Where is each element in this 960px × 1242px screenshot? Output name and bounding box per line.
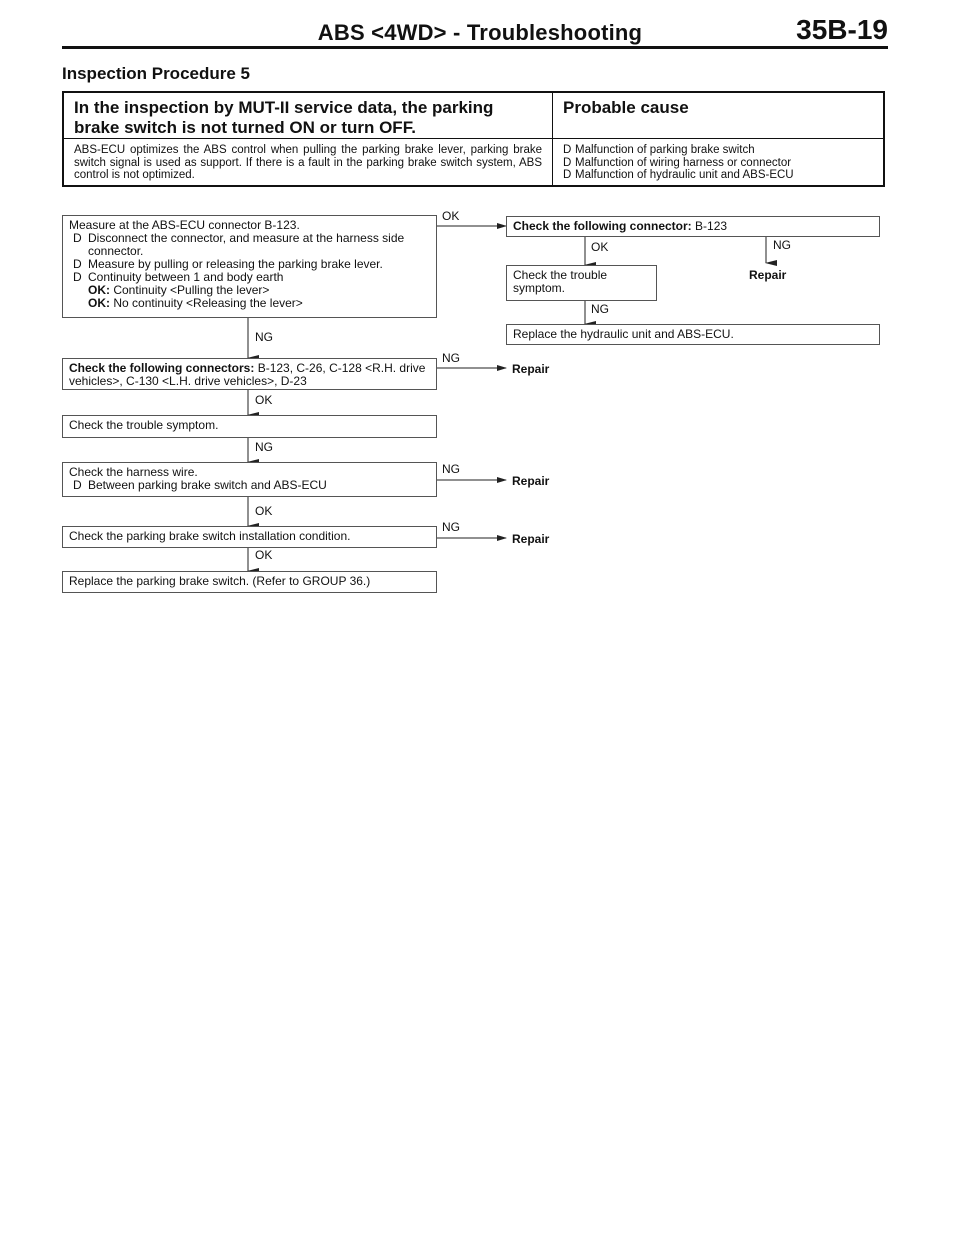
repair-label: Repair (749, 268, 787, 282)
label-ok: OK (442, 209, 460, 223)
label-ng: NG (442, 351, 460, 365)
repair-label: Repair (512, 532, 550, 546)
page-code: 35B-19 (796, 14, 888, 45)
table-body-description: ABS-ECU optimizes the ABS control when pulling the parking brake lever, parking brake switch signal is used as support. If there is a fault in the parking brake switch system, ABS control is not optimized. (64, 139, 553, 185)
cause-item: D Malfunction of parking brake switch (563, 144, 755, 156)
cause-item: D Malfunction of hydraulic unit and ABS-ECU (563, 169, 794, 181)
trouble-symptom-box: Check the trouble symptom. (506, 265, 657, 301)
label-ok: OK (255, 548, 273, 562)
replace-ecu-box: Replace the hydraulic unit and ABS-ECU. (506, 324, 880, 345)
label-ok: OK (591, 240, 609, 254)
label-ng: NG (773, 238, 791, 252)
label-ng: NG (442, 462, 460, 476)
table-head-symptom: In the inspection by MUT-II service data, the parking brake switch is not turned ON or turn OFF. (64, 93, 553, 139)
repair-label: Repair (512, 474, 550, 488)
page-header-title: ABS <4WD> - Troubleshooting (317, 20, 643, 45)
label-ng: NG (255, 330, 273, 344)
replace-switch-box: Replace the parking brake switch. (Refer to GROUP 36.) (62, 571, 437, 593)
connector-check-box: Check the following connector: B-123 (506, 216, 880, 237)
label-ng: NG (442, 520, 460, 534)
label-ok: OK (255, 393, 273, 407)
trouble-symptom-box-2: Check the trouble symptom. (62, 415, 437, 438)
harness-check-box: Check the harness wire. D Between parking brake switch and ABS-ECU (62, 462, 437, 497)
installation-check-box: Check the parking brake switch installation condition. (62, 526, 437, 548)
measure-connector-box: Measure at the ABS-ECU connector B-123. D Disconnect the connector, and measure at the harness side connector. D Measure by pulling or releasing the parking brake lever. D Continuity between 1 and body earth OK: Continuity <Pulling the lever> OK: No continuity <Releasing the lever> (62, 215, 437, 318)
section-title: Inspection Procedure 5 (62, 64, 250, 83)
repair-label: Repair (512, 362, 550, 376)
label-ng: NG (255, 440, 273, 454)
table-head-cause: Probable cause (553, 93, 883, 139)
label-ng: NG (591, 302, 609, 316)
connectors-check-box: Check the following connectors: B-123, C-26, C-128 <R.H. drive vehicles>, C-130 <L.H. drive vehicles>, D-23 (62, 358, 437, 390)
label-ok: OK (255, 504, 273, 518)
cause-item: D Malfunction of wiring harness or connector (563, 156, 792, 169)
